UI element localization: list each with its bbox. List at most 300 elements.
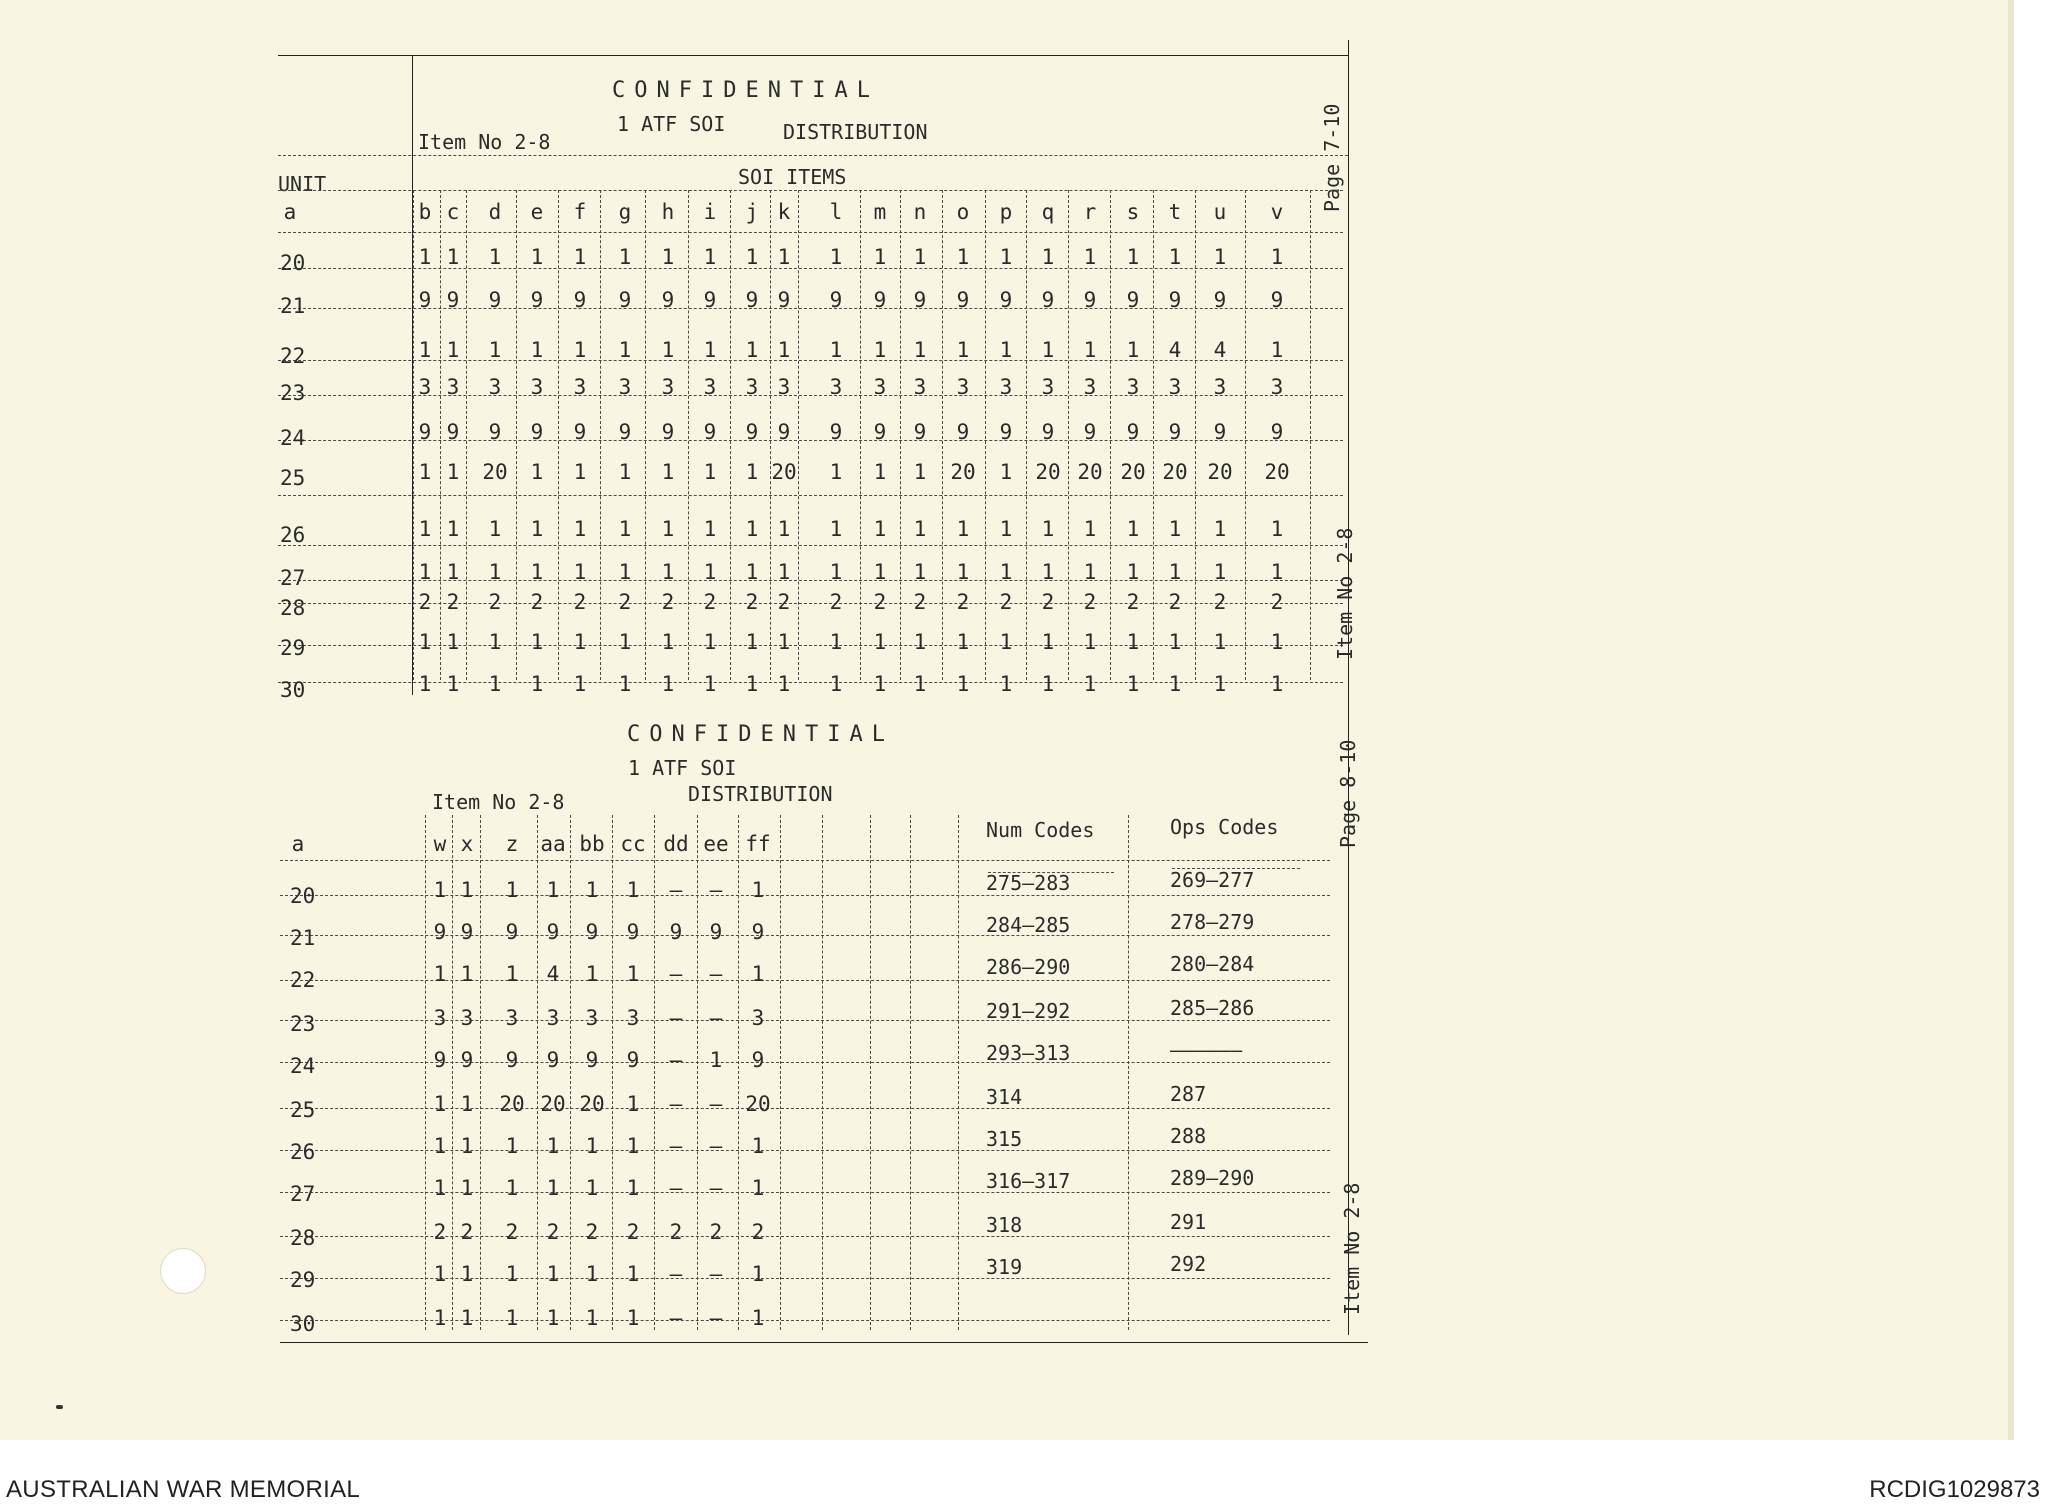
top-cell: 1 [1213,560,1227,584]
bottom-cell: 1 [751,1306,765,1330]
bottom-cell: 1 [546,1176,560,1200]
top-col-rule [1310,190,1311,680]
bottom-cell: 9 [626,1048,640,1072]
top-cell: 1 [1041,517,1055,541]
top-cell: 1 [573,517,587,541]
bottom-col-rule [1128,815,1129,1330]
top-cell: 20 [1120,460,1146,484]
top-cell: 3 [618,375,632,399]
top-cell: 1 [418,245,432,269]
num-code-value: 314 [986,1085,1023,1109]
bottom-col-header: aa [540,832,566,856]
bottom-cell: 2 [751,1220,765,1244]
bottom-cell: 1 [460,1092,474,1116]
bottom-cell: 9 [505,1048,519,1072]
top-cell: 9 [999,420,1013,444]
top-cell: 1 [1126,338,1140,362]
top-cell: 1 [1083,560,1097,584]
top-cell: 9 [1126,288,1140,312]
top-cell: 1 [999,630,1013,654]
top-cell: 1 [913,560,927,584]
bottom-cell: – [709,1176,723,1200]
top-cell: 1 [418,338,432,362]
top-cell: 1 [530,517,544,541]
top-cell: 1 [745,672,759,696]
bottom-cell: – [709,962,723,986]
top-cell: 1 [661,672,675,696]
bottom-cell: 1 [433,1134,447,1158]
top-item-side-label: Item No 2-8 [1333,527,1357,660]
bottom-cell: 1 [505,962,519,986]
bottom-cell: 9 [751,920,765,944]
bottom-cell: 9 [546,1048,560,1072]
top-cell: 1 [418,560,432,584]
top-col-header: n [913,200,927,224]
bottom-col-header: bb [579,832,605,856]
bottom-col-rule [822,815,823,1330]
bottom-cell: 1 [460,962,474,986]
top-border [278,55,1348,57]
top-cell: 2 [1270,590,1284,614]
top-cell: 9 [418,288,432,312]
bottom-cell: 9 [460,1048,474,1072]
top-row-unit: 28 [280,596,306,620]
top-cell: 1 [873,460,887,484]
top-cell: 1 [1083,517,1097,541]
top-cell: 2 [913,590,927,614]
bottom-cell: 2 [585,1220,599,1244]
top-cell: 1 [956,630,970,654]
top-cell: 20 [1077,460,1103,484]
ops-code-value: 292 [1170,1252,1207,1276]
bottom-cell: 1 [585,962,599,986]
top-cell: 1 [573,560,587,584]
top-cell: 1 [829,630,843,654]
top-cell: 9 [1270,288,1284,312]
num-codes-header: Num Codes [986,818,1095,842]
top-row-unit: 27 [280,566,306,590]
top-cell: 9 [956,288,970,312]
bottom-cell: 1 [505,1176,519,1200]
top-row-unit: 23 [280,381,306,405]
top-cell: 20 [950,460,976,484]
top-cell: 2 [777,590,791,614]
top-cell: 1 [777,672,791,696]
bottom-col-rule [738,815,739,1330]
top-cell: 1 [703,245,717,269]
bottom-cell: 1 [751,1176,765,1200]
top-cell: 1 [618,672,632,696]
top-cell: 1 [1270,672,1284,696]
top-col-header: l [829,200,843,224]
top-col-header: q [1041,200,1055,224]
bottom-page-label: Page 8-10 [1336,739,1360,848]
bottom-cell: 3 [505,1006,519,1030]
top-cell: 1 [573,245,587,269]
bottom-cell: – [669,1176,683,1200]
bottom-col-header: ee [703,832,729,856]
top-soi-title: 1 ATF SOI [617,112,726,136]
bottom-cell: 3 [433,1006,447,1030]
bottom-cell: – [709,1262,723,1286]
bottom-cell: 1 [626,878,640,902]
top-col-rule [1195,190,1196,680]
top-cell: 1 [1213,517,1227,541]
bottom-cell: 20 [745,1092,771,1116]
top-cell: 2 [661,590,675,614]
top-cell: 20 [771,460,797,484]
top-cell: 1 [530,460,544,484]
bottom-cell: 20 [579,1092,605,1116]
bottom-col-rule [570,815,571,1330]
top-cell: 9 [1041,420,1055,444]
top-cell: 1 [777,560,791,584]
top-col-header: o [956,200,970,224]
bottom-item-side-label: Item No 2-8 [1340,1182,1364,1315]
top-cell: 1 [530,672,544,696]
bottom-col-rule [870,815,871,1330]
ops-code-value: 291 [1170,1210,1207,1234]
top-cell: 3 [956,375,970,399]
top-cell: 9 [913,420,927,444]
top-cell: 4 [1213,338,1227,362]
bottom-row-unit: 28 [290,1226,316,1250]
bottom-cell: 20 [499,1092,525,1116]
top-cell: 1 [446,245,460,269]
top-cell: 1 [873,672,887,696]
top-cell: 1 [777,517,791,541]
top-cell: 9 [1213,420,1227,444]
bottom-cell: 1 [460,1306,474,1330]
bottom-cell: 3 [626,1006,640,1030]
bottom-cell: 9 [460,920,474,944]
top-cell: 1 [1213,245,1227,269]
top-cell: 1 [956,517,970,541]
top-cell: 9 [618,288,632,312]
top-cell: 1 [488,560,502,584]
bottom-row-unit: 23 [290,1012,316,1036]
top-cell: 3 [488,375,502,399]
top-cell: 1 [999,245,1013,269]
top-row-rule [278,545,1343,547]
top-cell: 1 [777,630,791,654]
ops-code-value: 269–277 [1170,868,1255,892]
bottom-cell: 9 [433,1048,447,1072]
top-cell: 1 [418,517,432,541]
top-col-rule [1110,190,1111,680]
bottom-cell: 1 [709,1048,723,1072]
top-cell: 9 [1083,420,1097,444]
bottom-col-header: dd [663,832,689,856]
top-cell: 1 [1270,630,1284,654]
top-cell: 1 [661,460,675,484]
top-cell: 1 [1168,672,1182,696]
top-cell: 1 [573,338,587,362]
top-cell: 9 [873,288,887,312]
top-cell: 2 [618,590,632,614]
top-cell: 20 [1264,460,1290,484]
bottom-col-header: x [460,832,474,856]
top-cell: 1 [488,672,502,696]
top-cell: 1 [777,338,791,362]
top-cell: 1 [618,517,632,541]
top-cell: 3 [1213,375,1227,399]
top-cell: 1 [999,560,1013,584]
top-cell: 1 [446,338,460,362]
bottom-row-unit: 29 [290,1268,316,1292]
bottom-cell: – [669,1006,683,1030]
top-col-header: j [745,200,759,224]
top-col-rule [1026,190,1027,680]
top-cell: 1 [745,460,759,484]
top-cell: 3 [1041,375,1055,399]
bottom-col-header: a [291,832,305,856]
bottom-cell: 1 [433,1262,447,1286]
bottom-col-header: z [505,832,519,856]
top-cell: 9 [573,288,587,312]
top-cell: 1 [1270,517,1284,541]
top-cell: 1 [956,672,970,696]
top-cell: 1 [745,338,759,362]
top-cell: 1 [1126,630,1140,654]
bottom-col-rule [958,815,959,1330]
top-row-unit: 24 [280,426,306,450]
top-distribution: DISTRIBUTION [783,120,928,144]
bottom-item-no: Item No 2-8 [432,790,565,814]
top-cell: 1 [745,560,759,584]
bottom-cell: 1 [751,962,765,986]
top-col-header: r [1083,200,1097,224]
top-cell: 1 [488,517,502,541]
bottom-row-unit: 26 [290,1140,316,1164]
top-cell: 1 [703,672,717,696]
top-cell: 1 [745,630,759,654]
top-cell: 3 [661,375,675,399]
bottom-cell: 9 [585,920,599,944]
bottom-cell: 1 [546,1262,560,1286]
right-rule [1348,40,1349,1335]
top-cell: 1 [829,460,843,484]
top-cell: 9 [1213,288,1227,312]
top-cell: 1 [956,560,970,584]
bottom-cell: 1 [460,1262,474,1286]
top-cell: 1 [913,245,927,269]
bottom-cell: 1 [626,1176,640,1200]
top-col-rule [730,190,731,680]
bottom-cell: – [669,1134,683,1158]
top-cell: 20 [1207,460,1233,484]
top-cell: 9 [573,420,587,444]
top-cell: 1 [999,672,1013,696]
top-cell: 1 [1041,672,1055,696]
top-col-rule [600,190,601,680]
bottom-col-rule [697,815,698,1330]
bottom-cell: 9 [505,920,519,944]
top-cell: 3 [913,375,927,399]
num-code-value: 284–285 [986,913,1071,937]
bottom-cell: – [709,1306,723,1330]
top-row-unit: 25 [280,466,306,490]
bottom-cell: 1 [546,1134,560,1158]
bottom-row-unit: 25 [290,1098,316,1122]
top-cell: 1 [1270,245,1284,269]
bottom-cell: – [709,1006,723,1030]
bottom-cell: 2 [709,1220,723,1244]
top-col-header: t [1168,200,1182,224]
bottom-cell: 1 [751,878,765,902]
bottom-cell: 1 [626,1092,640,1116]
top-confidential: CONFIDENTIAL [612,78,879,103]
top-cell: 2 [530,590,544,614]
top-cell: 1 [703,460,717,484]
bottom-row-rule [280,860,1330,862]
paper-edge [2008,0,2014,1440]
top-cell: 1 [956,245,970,269]
top-cell: 1 [530,630,544,654]
top-col-rule [688,190,689,680]
top-cell: 9 [1083,288,1097,312]
top-col-header: d [488,200,502,224]
top-cell: 1 [1083,338,1097,362]
bottom-cell: 9 [585,1048,599,1072]
top-cell: 2 [1168,590,1182,614]
top-cell: 1 [703,517,717,541]
top-soi-items: SOI ITEMS [738,165,847,189]
top-col-rule [900,190,901,680]
bottom-cell: 1 [460,878,474,902]
top-cell: 1 [661,245,675,269]
bottom-cell: 1 [546,878,560,902]
top-cell: 20 [1035,460,1061,484]
top-col-header: p [999,200,1013,224]
bottom-row-unit: 24 [290,1054,316,1078]
top-cell: 3 [777,375,791,399]
top-col-header: m [873,200,887,224]
bottom-cell: – [709,1134,723,1158]
top-col-rule [1245,190,1246,680]
top-cell: 9 [530,288,544,312]
top-cell: 2 [703,590,717,614]
top-cell: 1 [913,672,927,696]
bottom-cell: – [709,1092,723,1116]
top-cell: 1 [446,560,460,584]
top-cell: 9 [956,420,970,444]
bottom-row-unit: 30 [290,1312,316,1336]
top-cell: 1 [703,338,717,362]
bottom-cell: 1 [626,1306,640,1330]
bottom-cell: – [669,1048,683,1072]
top-cell: 1 [488,630,502,654]
top-col-rule [1068,190,1069,680]
bottom-cell: 9 [709,920,723,944]
top-cell: 1 [703,630,717,654]
top-cell: 9 [488,288,502,312]
top-col-header: a [283,200,297,224]
top-cell: 2 [745,590,759,614]
top-cell: 9 [873,420,887,444]
bottom-cell: 9 [626,920,640,944]
bottom-distribution: DISTRIBUTION [688,782,833,806]
bottom-cell: 1 [505,1134,519,1158]
top-cell: 1 [1270,338,1284,362]
num-code-value: 286–290 [986,955,1071,979]
top-cell: 1 [1126,517,1140,541]
top-cell: 1 [1126,672,1140,696]
top-cell: 9 [530,420,544,444]
top-cell: 1 [530,560,544,584]
top-col-header: k [777,200,791,224]
bottom-cell: 3 [751,1006,765,1030]
top-cell: 1 [530,245,544,269]
top-cell: 9 [446,288,460,312]
top-cell: 9 [777,420,791,444]
top-col-rule [942,190,943,680]
top-cell: 3 [1270,375,1284,399]
top-cell: 1 [618,460,632,484]
bottom-cell: – [669,1262,683,1286]
top-cell: 1 [999,517,1013,541]
bottom-cell: 2 [546,1220,560,1244]
bottom-cell: 1 [505,1262,519,1286]
top-cell: 9 [745,288,759,312]
top-cell: 3 [829,375,843,399]
top-cell: 1 [1168,630,1182,654]
bottom-cell: 9 [433,920,447,944]
top-col-rule [645,190,646,680]
top-cell: 9 [913,288,927,312]
bottom-cell: – [709,878,723,902]
top-cell: 1 [1168,517,1182,541]
top-item-no: Item No 2-8 [418,130,551,154]
bottom-soi-title: 1 ATF SOI [628,756,737,780]
top-col-header: h [661,200,675,224]
bottom-cell: 1 [433,1176,447,1200]
top-cell: 9 [829,288,843,312]
bottom-cell: 1 [626,962,640,986]
top-cell: 2 [873,590,887,614]
top-cell: 1 [661,630,675,654]
top-cell: 3 [999,375,1013,399]
bottom-cell: 2 [433,1220,447,1244]
ops-code-value: 288 [1170,1124,1207,1148]
top-col-header: i [703,200,717,224]
top-cell: 1 [530,338,544,362]
top-header-rule [278,155,1348,157]
bottom-cell: – [669,1092,683,1116]
top-cell: 1 [1168,560,1182,584]
bottom-cell: 1 [626,1134,640,1158]
top-cell: 2 [573,590,587,614]
bottom-cell: 1 [585,1306,599,1330]
bottom-cell: 20 [540,1092,566,1116]
ops-code-value: 280–284 [1170,952,1255,976]
top-cell: 9 [661,420,675,444]
top-cell: 1 [1083,630,1097,654]
top-cell: 1 [488,245,502,269]
top-cell: 1 [418,460,432,484]
bottom-cell: – [669,1306,683,1330]
top-cell: 20 [1162,460,1188,484]
top-cell: 1 [446,630,460,654]
top-cell: 1 [873,338,887,362]
bottom-col-header: w [433,832,447,856]
top-cell: 9 [661,288,675,312]
top-cell: 1 [418,630,432,654]
bottom-cell: 1 [585,1262,599,1286]
top-cell: 1 [913,460,927,484]
top-row-rule [278,190,1343,192]
top-cell: 1 [956,338,970,362]
